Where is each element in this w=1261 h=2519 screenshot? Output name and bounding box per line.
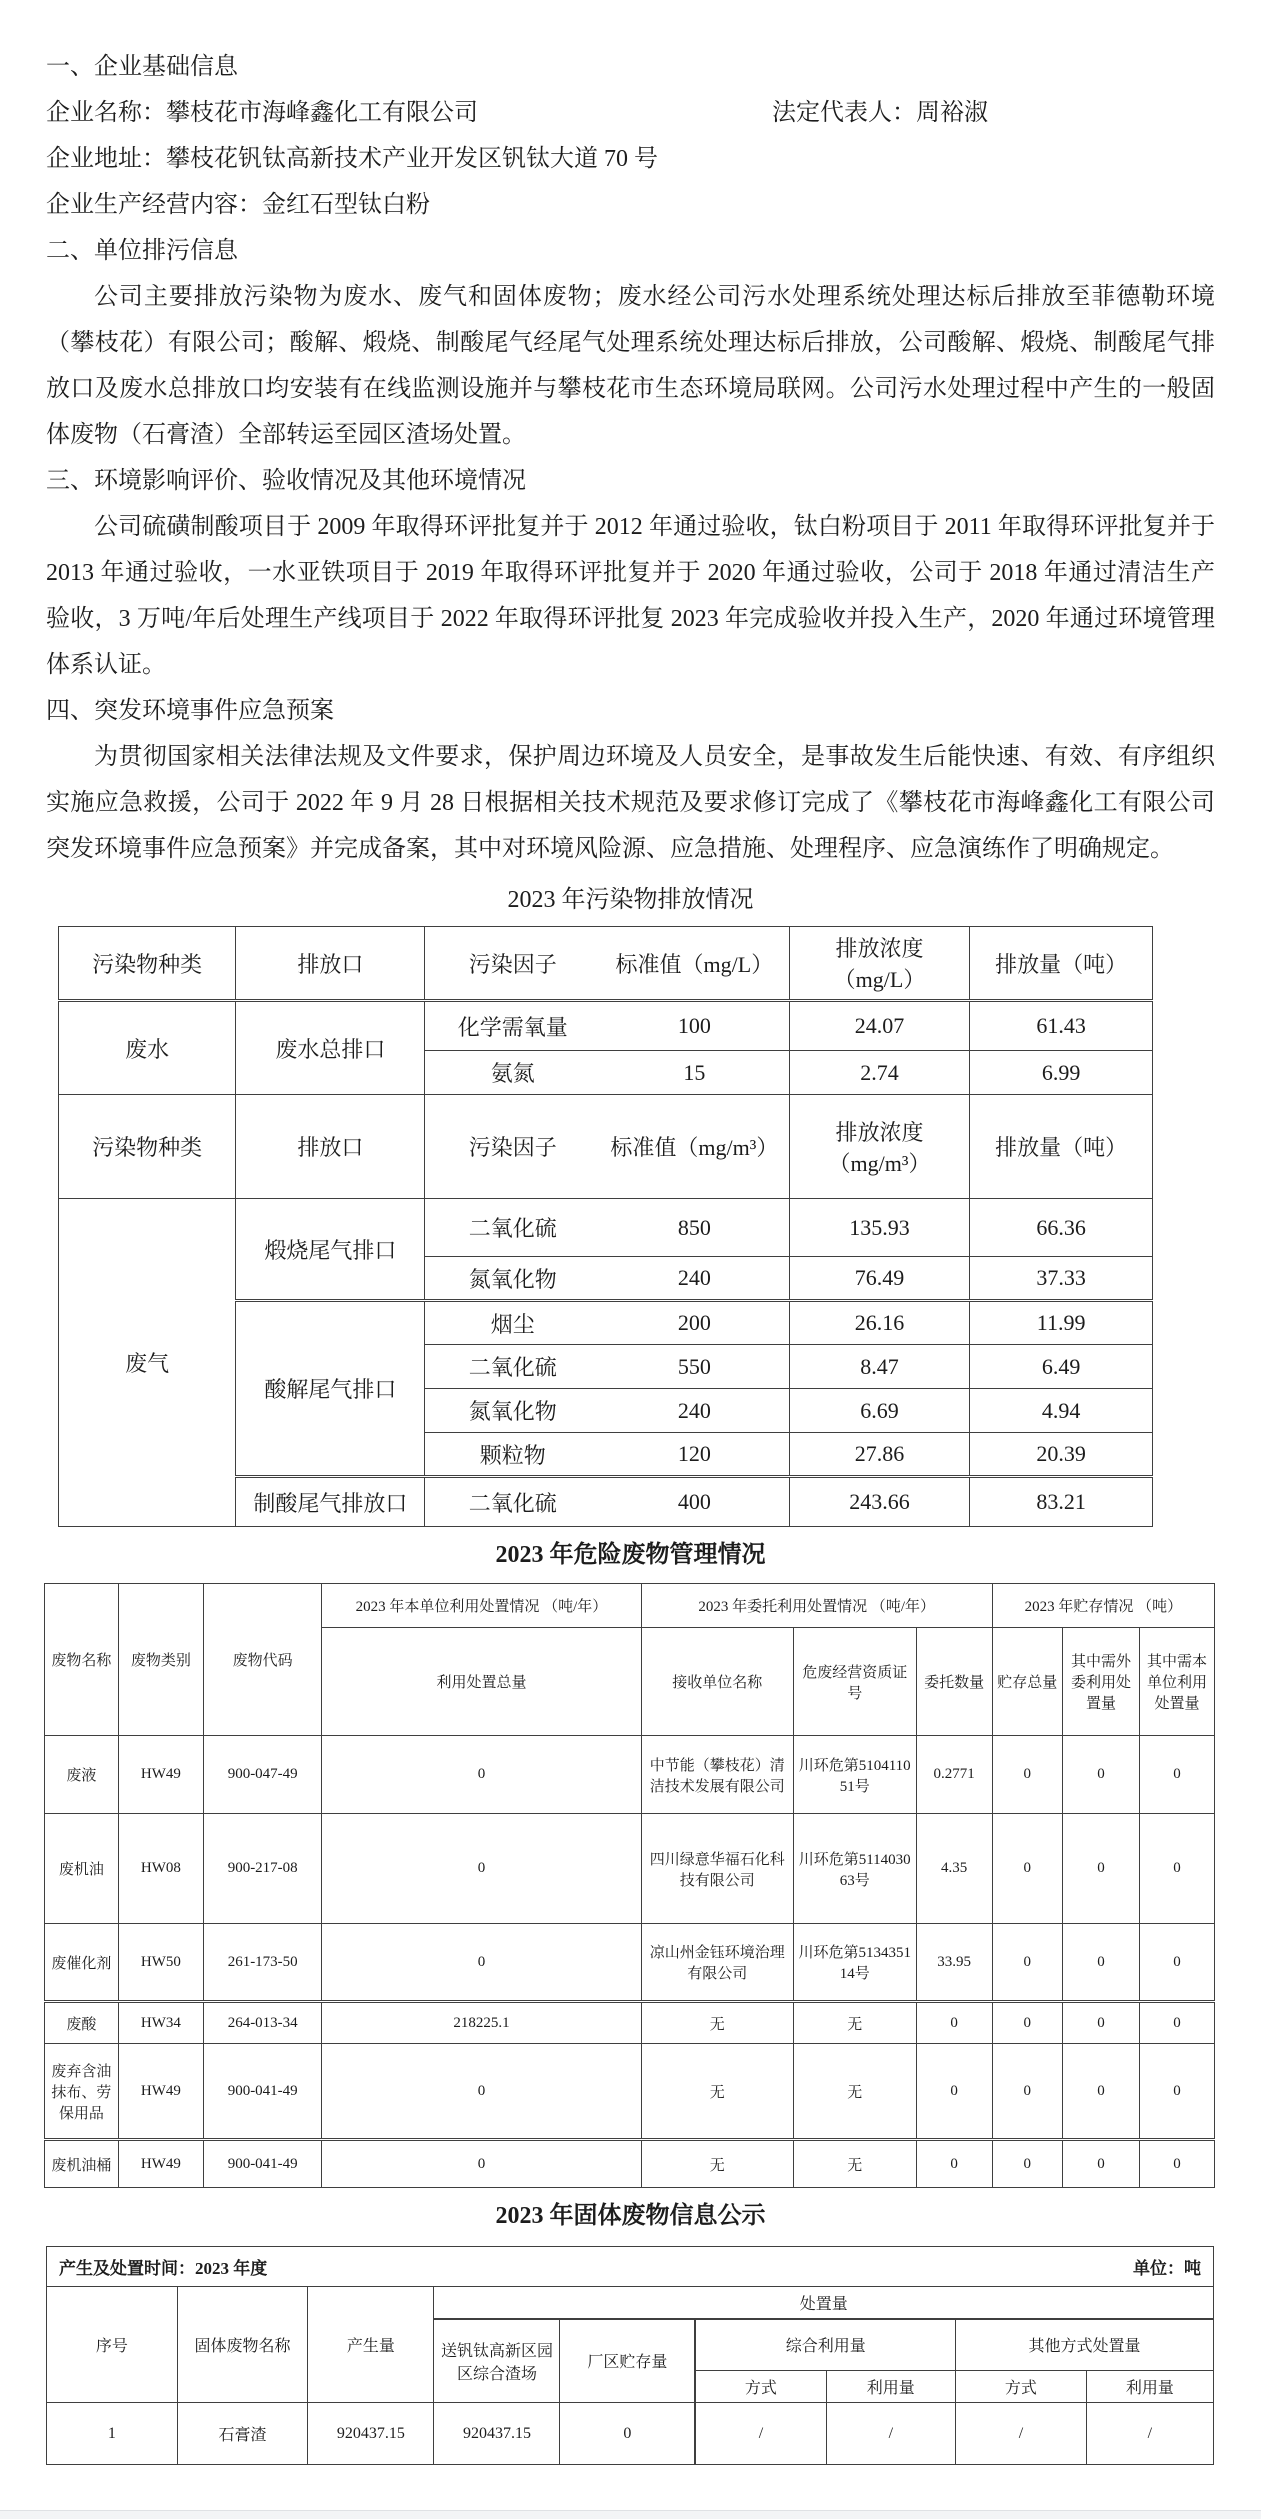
header-cell: 2023 年贮存情况 （吨） — [992, 1584, 1214, 1628]
cell: 850 — [600, 1199, 789, 1257]
cell: 0 — [1140, 1736, 1215, 1814]
header-conc-line1: 排放浓度 — [835, 936, 924, 961]
cell: HW49 — [118, 2140, 203, 2188]
cell: 0 — [1062, 1814, 1139, 1924]
cell: 0 — [322, 1814, 641, 1924]
header-conc-line2: （mg/m³） — [828, 1150, 931, 1176]
emissions-table-title: 2023 年污染物排放情况 — [507, 887, 754, 913]
cell: HW49 — [118, 1736, 203, 1814]
meta-period: 产生及处置时间：2023 年度 — [59, 2259, 268, 2278]
header-cell: 厂区贮存量 — [560, 2319, 695, 2403]
solidwaste-header-1 — [47, 2287, 1214, 2319]
header-cell: 废物名称 — [45, 1584, 119, 1736]
cell: 无 — [641, 2044, 793, 2140]
header-cell: 2023 年本单位利用处置情况 （吨/年） — [322, 1584, 641, 1628]
cell: 颗粒物 — [425, 1433, 600, 1477]
cell: HW49 — [118, 2044, 203, 2140]
cell-category: 废水 — [59, 1001, 236, 1095]
cell: 废弃含油抹布、劳保用品 — [45, 2044, 119, 2140]
cell-outlet: 酸解尾气排口 — [236, 1301, 425, 1477]
table-row — [45, 1736, 1215, 1814]
hazwaste-header-top — [45, 1584, 1215, 1628]
cell: 76.49 — [789, 1257, 970, 1301]
header-cell: 污染物种类 — [59, 927, 236, 1001]
cell: 920437.15 — [308, 2403, 434, 2465]
cell: 264-013-34 — [204, 2002, 322, 2044]
cell: 无 — [793, 2044, 916, 2140]
business-scope-value: 金红石型钛白粉 — [262, 192, 430, 218]
header-cell: 2023 年委托利用处置情况 （吨/年） — [641, 1584, 992, 1628]
header-cell: 序号 — [47, 2287, 178, 2403]
header-cell: 排放量（吨） — [970, 927, 1153, 1001]
cell: 无 — [641, 2140, 793, 2188]
header-cell: 其中需本单位利用处置量 — [1140, 1628, 1215, 1736]
header-cell: 产生量 — [308, 2287, 434, 2403]
cell: 0 — [992, 2002, 1062, 2044]
table-row — [45, 1924, 1215, 2002]
cell: 0.2771 — [916, 1736, 992, 1814]
cell: 240 — [600, 1257, 789, 1301]
hazwaste-table-title: 2023 年危险废物管理情况 — [495, 1542, 766, 1568]
cell: HW08 — [118, 1814, 203, 1924]
cell: 66.36 — [970, 1199, 1153, 1257]
section-3-heading: 三、环境影响评价、验收情况及其他环境情况 — [46, 468, 526, 494]
cell: 1 — [47, 2403, 178, 2465]
header-cell: 送钒钛高新区园区综合渣场 — [434, 2319, 560, 2403]
cell: 0 — [1140, 1924, 1215, 2002]
legal-rep-value: 周裕淑 — [916, 100, 988, 126]
cell: 川环危第511403063号 — [793, 1814, 916, 1924]
cell-outlet: 废水总排口 — [236, 1001, 425, 1095]
header-cell — [789, 927, 970, 1001]
header-conc-line1: 排放浓度 — [835, 1119, 924, 1145]
cell: 6.99 — [970, 1051, 1153, 1095]
header-cell: 废物类别 — [118, 1584, 203, 1736]
header-cell: 方式 — [956, 2371, 1087, 2403]
header-cell: 处置量 — [434, 2287, 1214, 2319]
company-name-value: 攀枝花市海峰鑫化工有限公司 — [166, 100, 478, 126]
header-cell: 排放口 — [236, 927, 425, 1001]
cell: / — [1086, 2403, 1213, 2465]
cell: 261-173-50 — [204, 1924, 322, 2002]
emissions-table — [58, 926, 1153, 1527]
cell: 33.95 — [916, 1924, 992, 2002]
cell: 中节能（攀枝花）清洁技术发展有限公司 — [641, 1736, 793, 1814]
section-2-heading: 二、单位排污信息 — [46, 238, 238, 264]
header-cell: 废物代码 — [204, 1584, 322, 1736]
cell-outlet: 煅烧尾气排口 — [236, 1199, 425, 1301]
cell: 61.43 — [970, 1001, 1153, 1051]
hazwaste-table — [44, 1583, 1215, 2188]
cell: 0 — [322, 1736, 641, 1814]
cell: 6.69 — [789, 1389, 970, 1433]
cell: 0 — [1140, 2044, 1215, 2140]
header-cell: 方式 — [695, 2371, 826, 2403]
cell: 900-041-49 — [204, 2044, 322, 2140]
table-row — [45, 2044, 1215, 2140]
section-1-heading: 一、企业基础信息 — [46, 54, 238, 80]
cell: 0 — [1062, 2002, 1139, 2044]
cell: 0 — [1062, 2044, 1139, 2140]
solidwaste-meta-row — [47, 2247, 1214, 2287]
cell: 四川绿意华福石化科技有限公司 — [641, 1814, 793, 1924]
cell: 0 — [1062, 1736, 1139, 1814]
cell: 0 — [1140, 2002, 1215, 2044]
cell: HW34 — [118, 2002, 203, 2044]
table-row — [45, 2002, 1215, 2044]
cell: 氮氧化物 — [425, 1257, 600, 1301]
cell: 8.47 — [789, 1345, 970, 1389]
header-cell: 贮存总量 — [992, 1628, 1062, 1736]
cell: 凉山州金钰环境治理有限公司 — [641, 1924, 793, 2002]
cell: 27.86 — [789, 1433, 970, 1477]
header-cell: 污染因子 — [425, 927, 600, 1001]
cell: 6.49 — [970, 1345, 1153, 1389]
cell: 氮氧化物 — [425, 1389, 600, 1433]
cell: 0 — [1140, 2140, 1215, 2188]
header-cell: 其中需外委利用处置量 — [1062, 1628, 1139, 1736]
page-bottom-strip — [0, 2510, 1261, 2519]
cell: 废催化剂 — [45, 1924, 119, 2002]
section-3-paragraph: 公司硫磺制酸项目于 2009 年取得环评批复并于 2012 年通过验收，钛白粉项目于 2011 年取得环评批复并于 2013 年通过验收，一水亚铁项目于 2019 年取得环评批复并于 2020 年通过验收，公司于 2018 年通过清洁生产验收，3 万吨/年后处理生产线项目于 2022 年取得环评批复 2023 年完成验收并投入生产，2020 年通过环境管理体系认证。 — [46, 514, 1215, 678]
cell: 900-041-49 — [204, 2140, 322, 2188]
table-row — [59, 1001, 1153, 1051]
cell: / — [956, 2403, 1087, 2465]
cell: 无 — [793, 2140, 916, 2188]
cell: 550 — [600, 1345, 789, 1389]
header-cell: 利用量 — [826, 2371, 956, 2403]
header-conc-line2: （mg/L） — [833, 967, 926, 992]
meta-flex — [51, 2254, 1209, 2279]
cell: 废机油桶 — [45, 2140, 119, 2188]
meta-cell — [47, 2247, 1214, 2287]
company-address-line — [46, 136, 1215, 182]
emissions-header-gas — [59, 1095, 1153, 1199]
cell: 0 — [992, 1924, 1062, 2002]
cell: 920437.15 — [434, 2403, 560, 2465]
company-name-label: 企业名称： — [46, 100, 166, 126]
cell: 氨氮 — [425, 1051, 600, 1095]
business-scope-label: 企业生产经营内容： — [46, 192, 262, 218]
cell-category: 废气 — [59, 1199, 236, 1527]
table-row — [45, 2140, 1215, 2188]
cell: 24.07 — [789, 1001, 970, 1051]
cell-outlet: 制酸尾气排放口 — [236, 1477, 425, 1527]
emissions-header-water — [59, 927, 1153, 1001]
cell: 0 — [992, 2044, 1062, 2140]
table-row — [45, 1814, 1215, 1924]
header-cell: 其他方式处置量 — [956, 2319, 1214, 2371]
cell: HW50 — [118, 1924, 203, 2002]
legal-rep-label: 法定代表人： — [772, 100, 916, 126]
cell: 240 — [600, 1389, 789, 1433]
header-cell: 污染物种类 — [59, 1095, 236, 1199]
cell: 化学需氧量 — [425, 1001, 600, 1051]
company-address-label: 企业地址： — [46, 146, 166, 172]
cell: 2.74 — [789, 1051, 970, 1095]
cell: 4.35 — [916, 1814, 992, 1924]
cell: 废酸 — [45, 2002, 119, 2044]
cell: 0 — [1062, 2140, 1139, 2188]
header-cell: 委托数量 — [916, 1628, 992, 1736]
section-2-paragraph: 公司主要排放污染物为废水、废气和固体废物；废水经公司污水处理系统处理达标后排放至菲德勒环境（攀枝花）有限公司；酸解、煅烧、制酸尾气经尾气处理系统处理达标后排放，公司酸解、煅烧、制酸尾气排放口及废水总排放口均安装有在线监测设施并与攀枝花市生态环境局联网。公司污水处理过程中产生的一般固体废物（石膏渣）全部转运至园区渣场处置。 — [46, 284, 1215, 448]
cell: / — [826, 2403, 956, 2465]
header-cell: 标准值（mg/m³） — [600, 1095, 789, 1199]
cell: 0 — [1062, 1924, 1139, 2002]
company-address-value: 攀枝花钒钛高新技术产业开发区钒钛大道 70 号 — [166, 146, 658, 172]
table-row — [47, 2403, 1214, 2465]
header-cell — [789, 1095, 970, 1199]
cell: / — [695, 2403, 826, 2465]
cell: 0 — [322, 2140, 641, 2188]
cell: 废机油 — [45, 1814, 119, 1924]
cell: 烟尘 — [425, 1301, 600, 1345]
header-cell: 固体废物名称 — [177, 2287, 308, 2403]
cell: 无 — [641, 2002, 793, 2044]
cell: 川环危第513435114号 — [793, 1924, 916, 2002]
header-cell: 污染因子 — [425, 1095, 600, 1199]
header-cell: 利用处置总量 — [322, 1628, 641, 1736]
cell: 0 — [916, 2044, 992, 2140]
cell: 0 — [916, 2002, 992, 2044]
header-cell: 排放口 — [236, 1095, 425, 1199]
cell: 26.16 — [789, 1301, 970, 1345]
cell: 100 — [600, 1001, 789, 1051]
cell: 0 — [992, 2140, 1062, 2188]
cell: 900-047-49 — [204, 1736, 322, 1814]
cell: 废液 — [45, 1736, 119, 1814]
cell: 二氧化硫 — [425, 1345, 600, 1389]
cell: 15 — [600, 1051, 789, 1095]
cell: 83.21 — [970, 1477, 1153, 1527]
cell: 二氧化硫 — [425, 1477, 600, 1527]
cell: 0 — [916, 2140, 992, 2188]
cell: 0 — [992, 1814, 1062, 1924]
section-4-heading: 四、突发环境事件应急预案 — [46, 698, 334, 724]
header-cell: 排放量（吨） — [970, 1095, 1153, 1199]
legal-rep-block — [772, 90, 988, 136]
header-cell: 综合利用量 — [695, 2319, 955, 2371]
cell: 400 — [600, 1477, 789, 1527]
table-row — [59, 1199, 1153, 1257]
cell: 243.66 — [789, 1477, 970, 1527]
cell: 0 — [322, 1924, 641, 2002]
cell: 37.33 — [970, 1257, 1153, 1301]
cell: 川环危第510411051号 — [793, 1736, 916, 1814]
cell: 218225.1 — [322, 2002, 641, 2044]
cell: 无 — [793, 2002, 916, 2044]
cell: 0 — [322, 2044, 641, 2140]
cell: 石膏渣 — [177, 2403, 308, 2465]
meta-unit: 单位：吨 — [1133, 2259, 1201, 2278]
header-cell: 利用量 — [1086, 2371, 1213, 2403]
header-cell: 危废经营资质证号 — [793, 1628, 916, 1736]
header-cell: 标准值（mg/L） — [600, 927, 789, 1001]
cell: 120 — [600, 1433, 789, 1477]
cell: 11.99 — [970, 1301, 1153, 1345]
solidwaste-table — [46, 2246, 1214, 2465]
section-4-paragraph: 为贯彻国家相关法律法规及文件要求，保护周边环境及人员安全，是事故发生后能快速、有效、有序组织实施应急救援，公司于 2022 年 9 月 28 日根据相关技术规范及要求修订完成了《攀枝花市海峰鑫化工有限公司突发环境事件应急预案》并完成备案，其中对环境风险源、应急措施、处理程序、应急演练作了明确规定。 — [46, 744, 1215, 862]
cell: 二氧化硫 — [425, 1199, 600, 1257]
header-cell: 接收单位名称 — [641, 1628, 793, 1736]
cell: 4.94 — [970, 1389, 1153, 1433]
cell: 200 — [600, 1301, 789, 1345]
company-name-line — [46, 90, 1215, 136]
cell: 20.39 — [970, 1433, 1153, 1477]
solidwaste-table-title: 2023 年固体废物信息公示 — [495, 2203, 766, 2229]
cell: 0 — [560, 2403, 695, 2465]
business-scope-line — [46, 182, 1215, 228]
cell: 0 — [992, 1736, 1062, 1814]
cell: 135.93 — [789, 1199, 970, 1257]
cell: 0 — [1140, 1814, 1215, 1924]
cell: 900-217-08 — [204, 1814, 322, 1924]
